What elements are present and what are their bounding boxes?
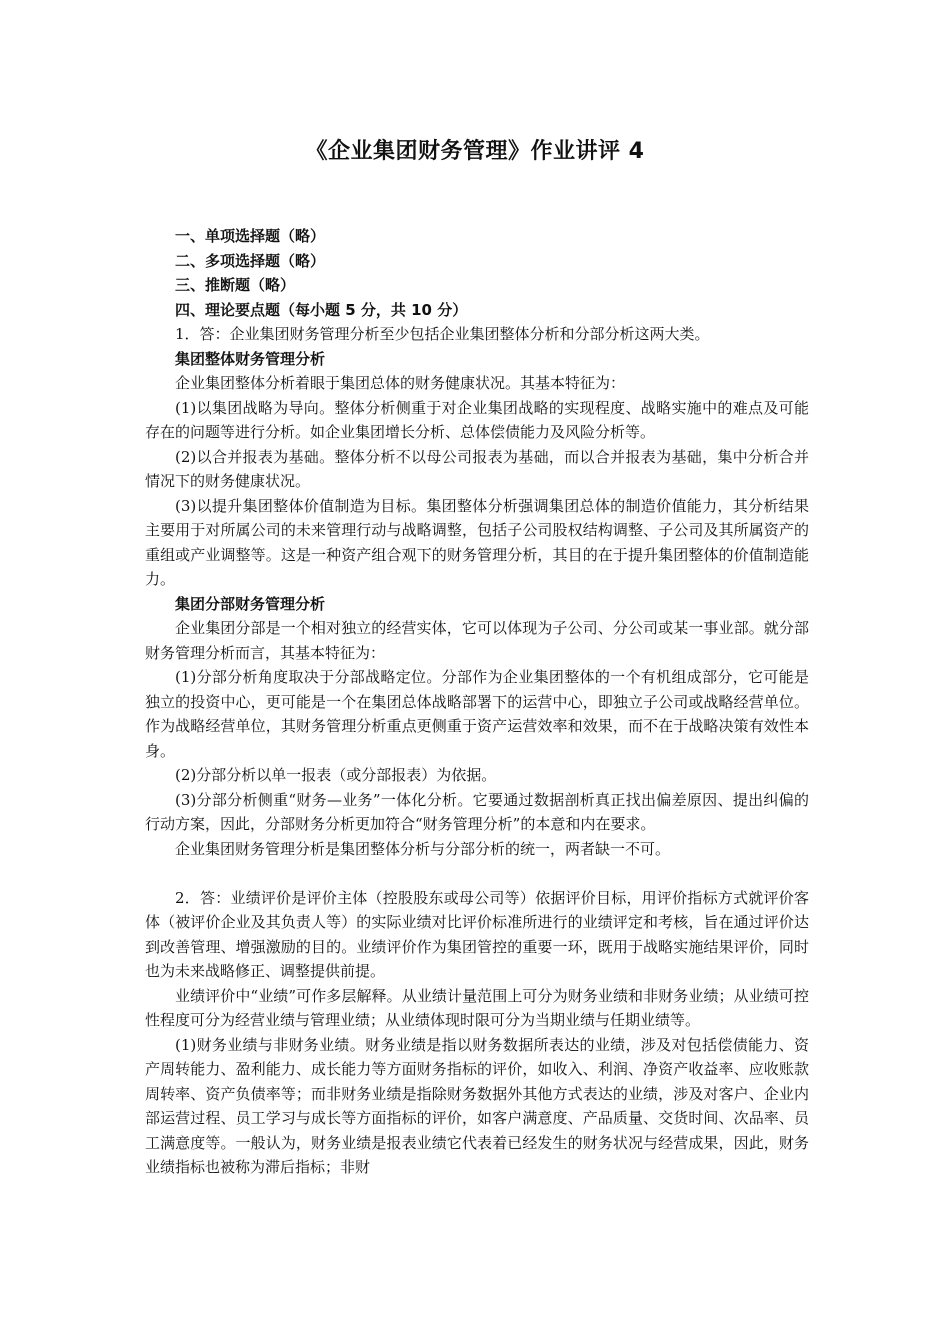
section-heading-single-choice: 一、单项选择题（略） <box>175 227 326 245</box>
q1-paragraph: (3)以提升集团整体价值制造为目标。集团整体分析强调集团总体的制造价值能力，其分析结果主要用于对所属公司的未来管理行动与战略调整，包括子公司股权结构调整、子公司及其所属资产的重组或产业调整等。这是一种资产组合观下的财务管理分析，其目的在于提升集团整体的价值制造能力。 <box>145 496 809 588</box>
document-title: 《企业集团财务管理》作业讲评 4 <box>305 139 645 164</box>
q1-paragraph: 企业集团财务管理分析是集团整体分析与分部分析的统一，两者缺一不可。 <box>175 839 671 858</box>
blank-line <box>145 861 809 886</box>
q2-paragraph: 2．答：业绩评价是评价主体（控股股东或母公司等）依据评价目标，用评价指标方式就评价客体（被评价企业及其负责人等）的实际业绩对比评价标准所进行的业绩评定和考核，旨在通过评价达到改善管理、增强激励的目的。业绩评价作为集团管控的重要一环，既用于战略实施结果评价，同时也为未来战略修正、调整提供前提。 <box>145 888 809 980</box>
q2-paragraph: (1)财务业绩与非财务业绩。财务业绩是指以财务数据所表达的业绩，涉及对包括偿债能力、资产周转能力、盈利能力、成长能力等方面财务指标的评价，如收入、利润、净资产收益率、应收账款周转率、资产负债率等；而非财务业绩是指除财务数据外其他方式表达的业绩，涉及对客户、企业内部运营过程、员工学习与成长等方面指标的评价，如客户满意度、产品质量、交货时间、次品率、员工满意度等。一般认为，财务业绩是报表业绩它代表着已经发生的财务状况与经营成果，因此，财务业绩指标也被称为滞后指标；非财 <box>145 1035 809 1176</box>
q1-subheading-group-analysis: 集团整体财务管理分析 <box>175 349 326 368</box>
q1-paragraph: (3)分部分析侧重“财务—业务”一体化分析。它要通过数据剖析真正找出偏差原因、提出纠偏的行动方案，因此，分部财务分析更加符合“财务管理分析”的本意和内在要求。 <box>145 790 809 833</box>
q1-paragraph: 企业集团整体分析着眼于集团总体的财务健康状况。其基本特征为： <box>175 374 626 392</box>
q1-paragraph: (2)分部分析以单一报表（或分部报表）为依据。 <box>175 766 497 784</box>
section-heading-judgement: 三、推断题（略） <box>175 276 296 294</box>
q2-paragraph: 业绩评价中“业绩”可作多层解释。从业绩计量范围上可分为财务业绩和非财务业绩；从业绩可控性程度可分为经营业绩与管理业绩；从业绩体现时限可分为当期业绩与任期业绩等。 <box>145 986 809 1029</box>
q1-paragraph: 企业集团分部是一个相对独立的经营实体，它可以体现为子公司、分公司或某一事业部。就分部财务管理分析而言，其基本特征为： <box>145 619 809 662</box>
q1-paragraph: (1)以集团战略为导向。整体分析侧重于对企业集团战略的实现程度、战略实施中的难点及可能存在的问题等进行分析。如企业集团增长分析、总体偿债能力及风险分析等。 <box>145 398 809 441</box>
section-heading-multiple-choice: 二、多项选择题（略） <box>175 251 326 270</box>
section-heading-theory: 四、理论要点题（每小题 5 分，共 10 分） <box>175 300 468 319</box>
q1-paragraph: (2)以合并报表为基础。整体分析不以母公司报表为基础，而以合并报表为基础，集中分析合并情况下的财务健康状况。 <box>145 447 809 490</box>
document-body <box>145 224 809 1180</box>
q1-intro-paragraph: 1．答：企业集团财务管理分析至少包括企业集团整体分析和分部分析这两大类。 <box>175 325 710 343</box>
q1-subheading-segment-analysis: 集团分部财务管理分析 <box>175 594 326 613</box>
q1-paragraph: (1)分部分析角度取决于分部战略定位。分部作为企业集团整体的一个有机组成部分，它可能是独立的投资中心，更可能是一个在集团总体战略部署下的运营中心，即独立子公司或战略经营单位。作为战略经营单位，其财务管理分析重点更侧重于资产运营效率和效果，而不在于战略决策有效性本身。 <box>145 668 809 760</box>
